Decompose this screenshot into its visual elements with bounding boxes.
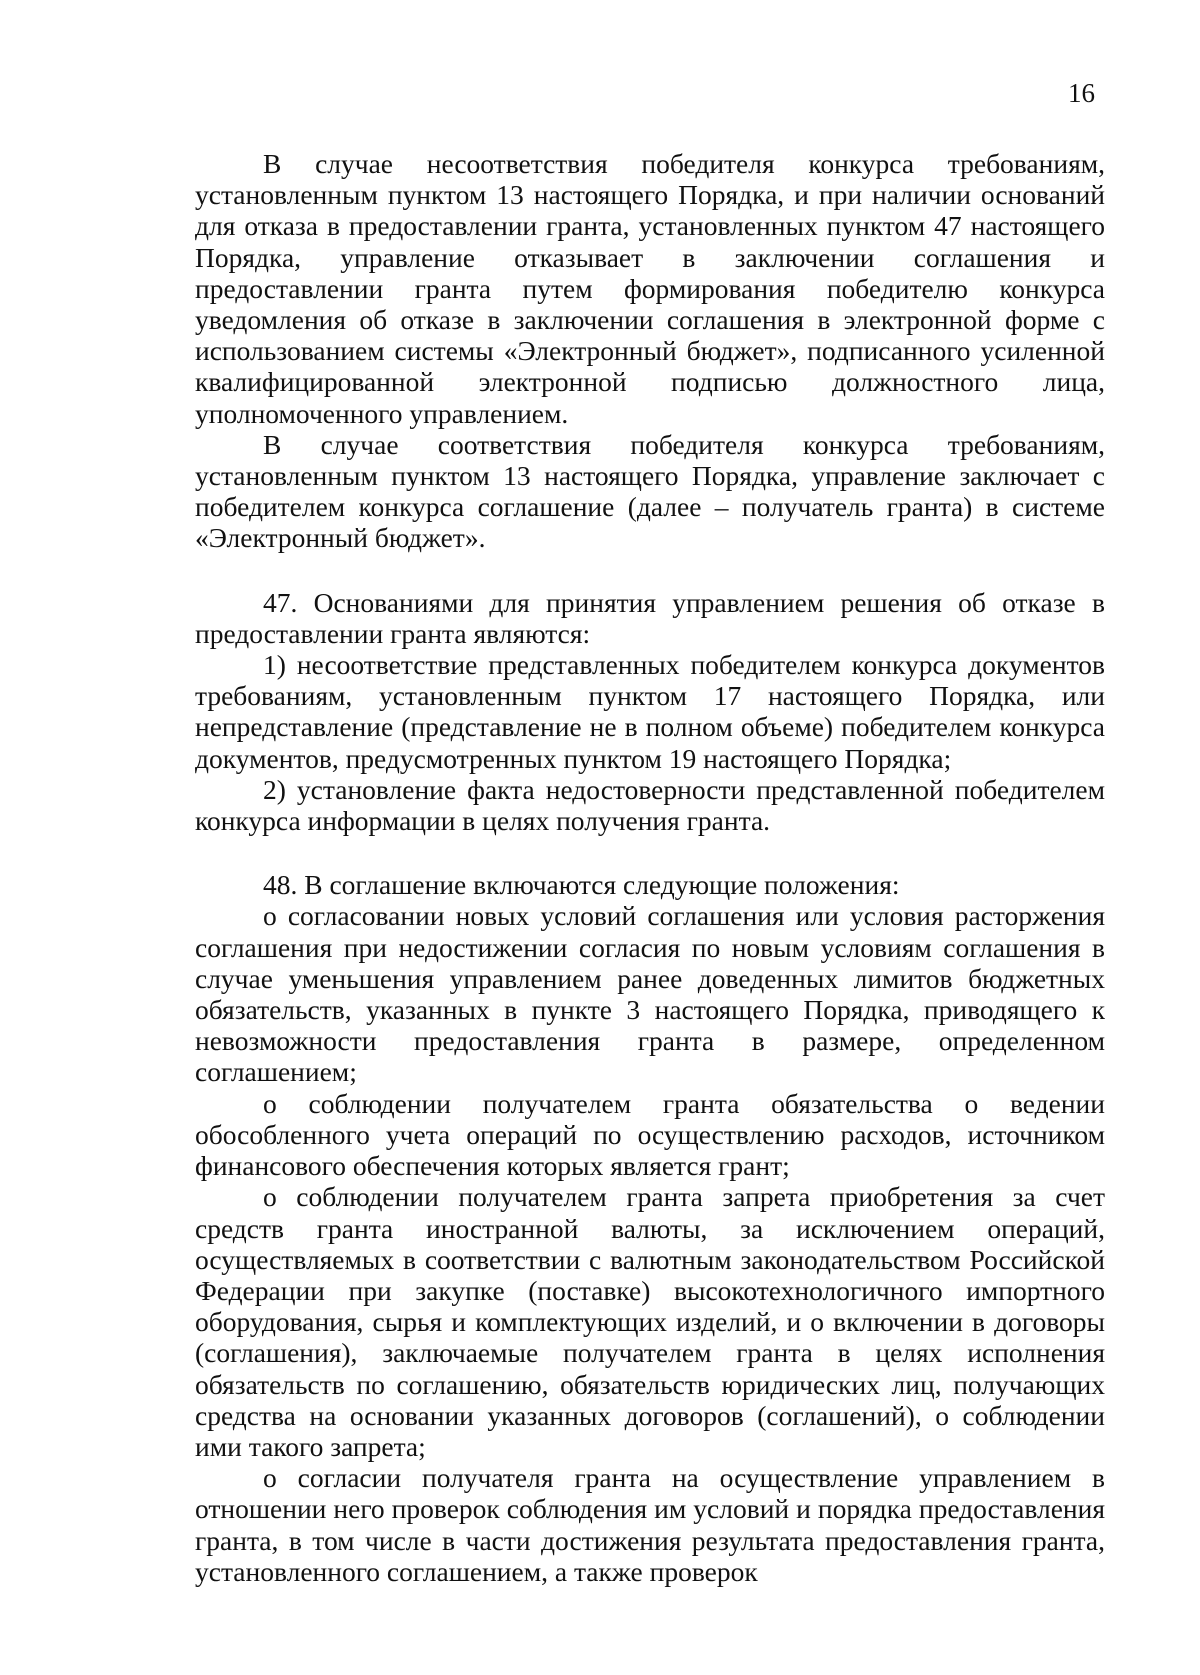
page-number: 16 <box>1068 78 1095 108</box>
paragraph-compliance-case: В случае соответствия победителя конкурса требованиям, установленным пунктом 13 настоящего Порядка, управление заключает с победителем конкурса соглашение (далее – получатель гранта) в системе «Электронный бюджет». <box>195 428 1105 554</box>
paragraph-refusal-case: В случае несоответствия победителя конкурса требованиям, установленным пунктом 13 настоящего Порядка, и при наличии оснований для отказа в предоставлении гранта, установленных пунктом 47 настоящего Порядка, управление отказывает в заключении соглашения и предоставлении гранта путем формирования победителю конкурса уведомления об отказе в заключении соглашения в электронной форме с использованием системы «Электронный бюджет», подписанного усиленной квалифицированной электронной подписью должностного лица, уполномоченного управлением. <box>195 148 1105 429</box>
paragraph-47-heading: 47. Основаниями для принятия управлением решения об отказе в предоставлении гранта являются: <box>195 586 1105 649</box>
paragraph-47-item-2: 2) установление факта недостоверности представленной победителем конкурса информации в целях получения гранта. <box>195 773 1105 837</box>
document-body <box>195 148 1105 1587</box>
paragraph-48-provision-4: о согласии получателя гранта на осуществление управлением в отношении него проверок соблюдения им условий и порядка предоставления гранта, в том числе в части достижения результата предоставления гранта, установленного соглашением, а также проверок <box>195 1462 1105 1587</box>
paragraph-48-provision-3: о соблюдении получателем гранта запрета приобретения за счет средств гранта иностранной валюты, за исключением операций, осуществляемых в соответствии с валютным законодательством Российской Федерации при закупке (поставке) высокотехнологичного импортного оборудования, сырья и комплектующих изделий, и о включении в договоры (соглашения), заключаемые получателем гранта в целях исполнения обязательств по соглашению, обязательств юридических лиц, получающих средства на основании указанных договоров (соглашений), о соблюдении ими такого запрета; <box>195 1181 1105 1462</box>
paragraph-48-provision-2: о соблюдении получателем гранта обязательства о ведении обособленного учета операций по осуществлению расходов, источником финансового обеспечения которых является грант; <box>195 1087 1105 1182</box>
paragraph-48-heading: 48. В соглашение включаются следующие положения: <box>263 869 900 901</box>
paragraph-47-item-1: 1) несоответствие представленных победителем конкурса документов требованиям, установленным пунктом 17 настоящего Порядка, или непредставление (представление не в полном объеме) победителем конкурса документов, предусмотренных пунктом 19 настоящего Порядка; <box>195 649 1105 774</box>
paragraph-48-provision-1: о согласовании новых условий соглашения или условия расторжения соглашения при недостижении согласия по новым условиям соглашения в случае уменьшения управлением ранее доведенных лимитов бюджетных обязательств, указанных в пункте 3 настоящего Порядка, приводящего к невозможности предоставления гранта в размере, определенном соглашением; <box>195 900 1105 1088</box>
